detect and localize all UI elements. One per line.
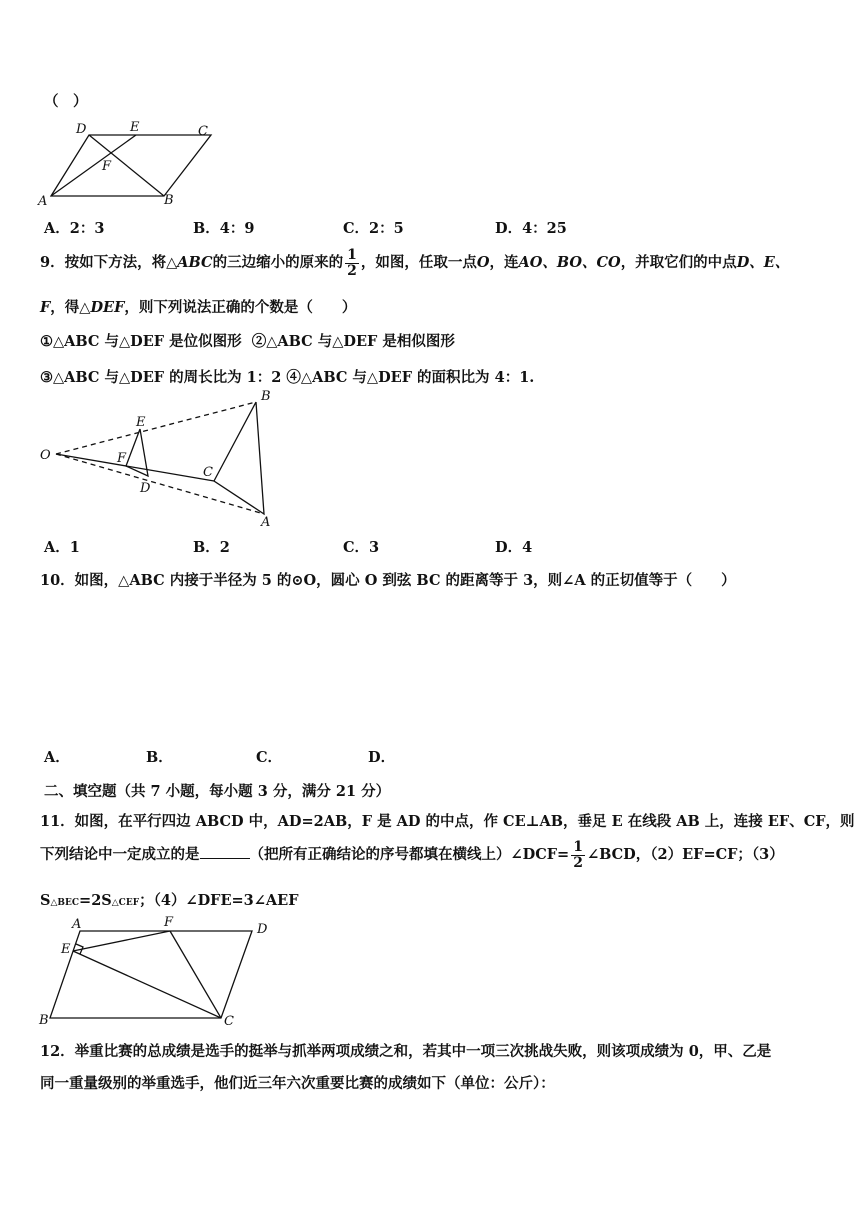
q12-question-line1: 12．举重比赛的总成绩是选手的挺举与抓举两项成绩之和，若其中一项三次挑战失败，则该项成绩为 0，甲、乙是 — [40, 1043, 772, 1060]
q10-question: 10．如图，△ABC 内接于半径为 5 的⊙O，圆心 O 到弦 BC 的距离等于 3，则∠A 的正切值等于（ ） — [40, 572, 736, 589]
q8-label-e: E — [130, 120, 140, 135]
q9-statements-row1 — [40, 330, 455, 351]
q8-label-f: F — [102, 159, 112, 174]
q8-label-c: C — [198, 124, 208, 139]
q11-label-d: D — [257, 922, 268, 937]
q9-statement-4: ④△ABC 与△DEF 的面积比为 4：1. — [286, 369, 535, 386]
q9-statement-2: ②△ABC 与△DEF 是相似图形 — [251, 333, 455, 350]
q8-label-b: B — [164, 193, 174, 208]
q11-question-line1: 11．如图，在平行四边 ABCD 中，AD=2AB，F 是 AD 的中点，作 CE⊥AB，垂足 E 在线段 AB 上，连接 EF、CF，则 — [40, 813, 855, 830]
q9-statements-row2 — [40, 366, 534, 387]
q8-option-b[interactable]: B．4：9 — [193, 220, 255, 237]
q8-option-a[interactable]: A．2：3 — [44, 220, 105, 237]
q9-figure — [36, 386, 286, 531]
q9-question-line1: 9．按如下方法，将△ABC的三边缩小的原来的 $\frac{1}{2}$ ，如图，任取一点O，连AO、BO、CO，并取它们的中点D、E、 — [40, 247, 790, 279]
q8-label-d: D — [76, 122, 87, 137]
q8-option-c[interactable]: C．2：5 — [343, 220, 404, 237]
q8-answer-paren: （ ） — [44, 93, 88, 110]
q9-statement-3: ③△ABC 与△DEF 的周长比为 1：2 — [40, 369, 282, 386]
q10-option-a[interactable]: A． — [44, 749, 70, 766]
q9-fraction: $\frac{1}{2}$ — [347, 247, 357, 279]
q12-question-line2: 同一重量级别的举重选手，他们近三年六次重要比赛的成绩如下（单位：公斤）： — [40, 1075, 555, 1092]
q11-label-f: F — [164, 915, 174, 930]
q11-question-line2: 下列结论中一定成立的是 （把所有正确结论的序号都填在横线上）∠DCF= $\frac{1}{2}$ ∠BCD，（2）EF=CF；（3） — [40, 839, 784, 871]
q9-label-f: F — [117, 451, 127, 466]
q9-option-d[interactable]: D．4 — [495, 539, 533, 556]
q8-option-d[interactable]: D．4：25 — [495, 220, 567, 237]
q9-label-d: D — [140, 481, 151, 496]
q9-question-line2: F，得△DEF，则下列说法正确的个数是（ ） — [40, 299, 357, 316]
q11-figure — [36, 914, 286, 1029]
q8-options — [44, 217, 644, 237]
q9-option-a[interactable]: A．1 — [44, 539, 80, 556]
q9-option-b[interactable]: B．2 — [193, 539, 230, 556]
q10-options — [44, 746, 644, 766]
q11-answer-blank[interactable] — [200, 844, 250, 859]
q9-label-o: O — [40, 448, 51, 463]
q9-statement-1: ①△ABC 与△DEF 是位似图形 — [40, 333, 242, 350]
q11-label-b: B — [39, 1013, 49, 1028]
section-2-title: 二、填空题（共 7 小题，每小题 3 分，满分 21 分） — [44, 783, 391, 800]
q9-options — [44, 536, 644, 556]
q11-label-a: A — [72, 917, 82, 932]
q11-label-c: C — [224, 1014, 234, 1029]
q10-option-c[interactable]: C． — [256, 749, 283, 766]
q11-fraction: $\frac{1}{2}$ — [573, 839, 583, 871]
q11-label-e: E — [61, 942, 71, 957]
q9-label-c: C — [203, 465, 213, 480]
q10-option-b[interactable]: B． — [146, 749, 173, 766]
q9-label-b: B — [261, 389, 271, 404]
q10-option-d[interactable]: D． — [368, 749, 396, 766]
q8-figure — [36, 118, 226, 210]
q9-label-e: E — [136, 415, 146, 430]
q8-label-a: A — [38, 194, 48, 209]
q9-label-a: A — [261, 515, 271, 530]
q9-option-c[interactable]: C．3 — [343, 539, 380, 556]
q11-question-line3: S△BEC=2S△CEF；（4）∠DFE=3∠AEF — [40, 892, 299, 909]
